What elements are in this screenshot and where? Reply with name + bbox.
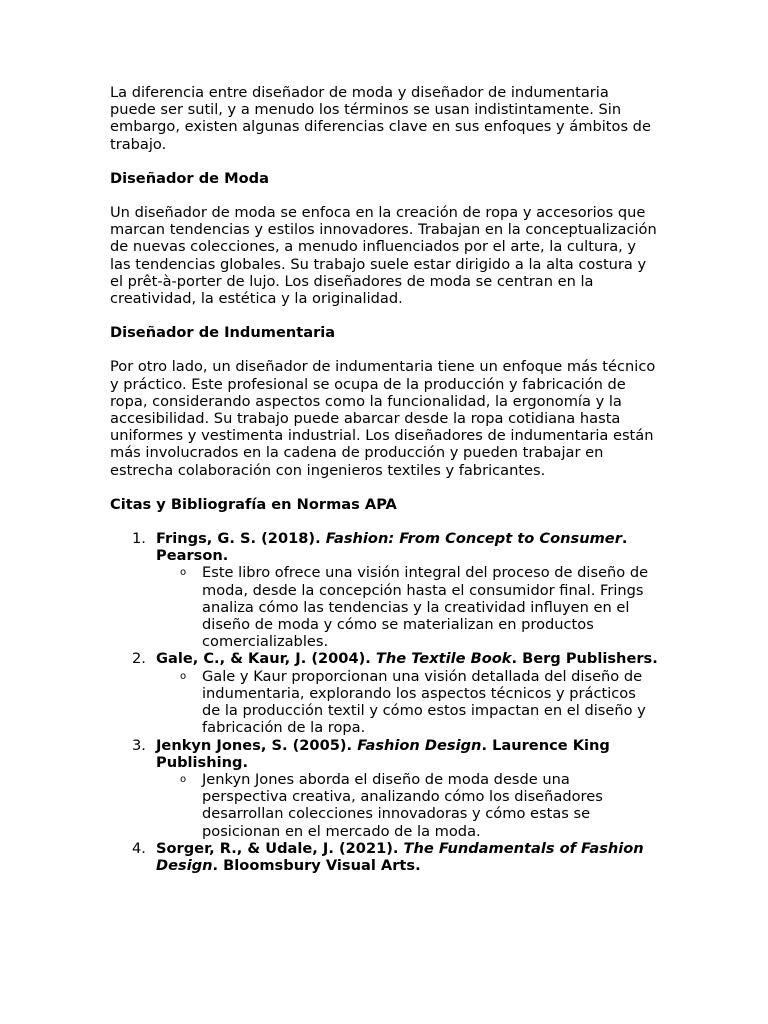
reference-authors: Sorger, R., & Udale, J. (2021). [156,839,404,857]
reference-authors: Frings, G. S. (2018). [156,530,326,548]
circle-bullet-icon: o [180,670,187,682]
reference-note [156,771,658,840]
section-heading-apparel-designer: Diseñador de Indumentaria [110,324,336,342]
references-heading: Citas y Bibliografía en Normas APA [110,495,397,513]
circle-bullet-icon: o [180,773,187,785]
reference-number: 1. [132,530,146,548]
section-body-apparel-designer: Por otro lado, un diseñador de indumentaria tiene un enfoque más técnico y práctico. Este profesional se ocupa de la producción y fabricación de ropa, considerando aspectos como la funcionalidad, la ergonomía y la accesibilidad. Su trabajo puede abarcar desde la ropa cotidiana hasta uniformes y vestimenta industrial. Los diseñadores de indumentaria están más involucrados en la cadena de producción y pueden trabajar en estrecha colaboración con ingenieros textiles y fabricantes. [110,358,656,479]
reference-number: 4. [132,839,146,857]
reference-item [110,650,658,736]
reference-note [156,564,658,650]
section-heading-fashion-designer: Diseñador de Moda [110,169,269,187]
intro-paragraph: La diferencia entre diseñador de moda y diseñador de indumentaria puede ser sutil, y a menudo los términos se usan indistintamente. Sin embargo, existen algunas diferencias clave en sus enfoques y ámbitos de trabajo. [110,84,651,153]
reference-publisher: . Berg Publishers. [511,650,658,668]
reference-item [110,840,658,874]
reference-item [110,530,658,650]
reference-notes [156,668,658,737]
reference-citation [156,650,658,667]
reference-number: 2. [132,650,146,668]
reference-title: Fashion: From Concept to Consumer [325,530,622,548]
reference-note-text: Jenkyn Jones aborda el diseño de moda desde una perspectiva creativa, analizando cómo los diseñadores desarrollan colecciones innovadoras y cómo estas se posicionan en el mercado de la moda. [202,770,603,840]
reference-citation [156,737,658,771]
document-page [110,84,658,874]
reference-notes [156,564,658,650]
reference-publisher: . Bloomsbury Visual Arts. [212,856,421,874]
reference-authors: Jenkyn Jones, S. (2005). [156,736,358,754]
reference-number: 3. [132,736,146,754]
circle-bullet-icon: o [180,567,187,579]
section-body-fashion-designer: Un diseñador de moda se enfoca en la creación de ropa y accesorios que marcan tendencias y estilos innovadores. Trabajan en la conceptualización de nuevas colecciones, a menudo influenciados por el arte, la cultura, y las tendencias globales. Su trabajo suele estar dirigido a la alta costura y el prêt-à-porter de lujo. Los diseñadores de moda se centran en la creatividad, la estética y la originalidad. [110,204,657,308]
reference-item [110,737,658,840]
references-list [110,530,658,874]
reference-citation [156,530,658,564]
reference-publisher: . Laurence King Publishing. [156,736,610,771]
reference-publisher: . Pearson. [156,530,628,565]
reference-citation [156,840,658,874]
reference-title: Fashion Design [357,736,482,754]
reference-title: The Textile Book [375,650,512,668]
reference-title: The Fundamentals of Fashion Design [156,839,644,874]
reference-note-text: Gale y Kaur proporcionan una visión detallada del diseño de indumentaria, explorando los aspectos técnicos y prácticos de la producción textil y cómo estos impactan en el diseño y fabricación de la ropa. [202,667,646,737]
reference-note [156,668,658,737]
reference-note-text: Este libro ofrece una visión integral del proceso de diseño de moda, desde la concepción hasta el consumidor final. Frings analiza cómo las tendencias y la creatividad influyen en el diseño de moda y cómo se materializan en productos comercializables. [202,564,649,651]
reference-notes [156,771,658,840]
reference-authors: Gale, C., & Kaur, J. (2004). [156,650,376,668]
